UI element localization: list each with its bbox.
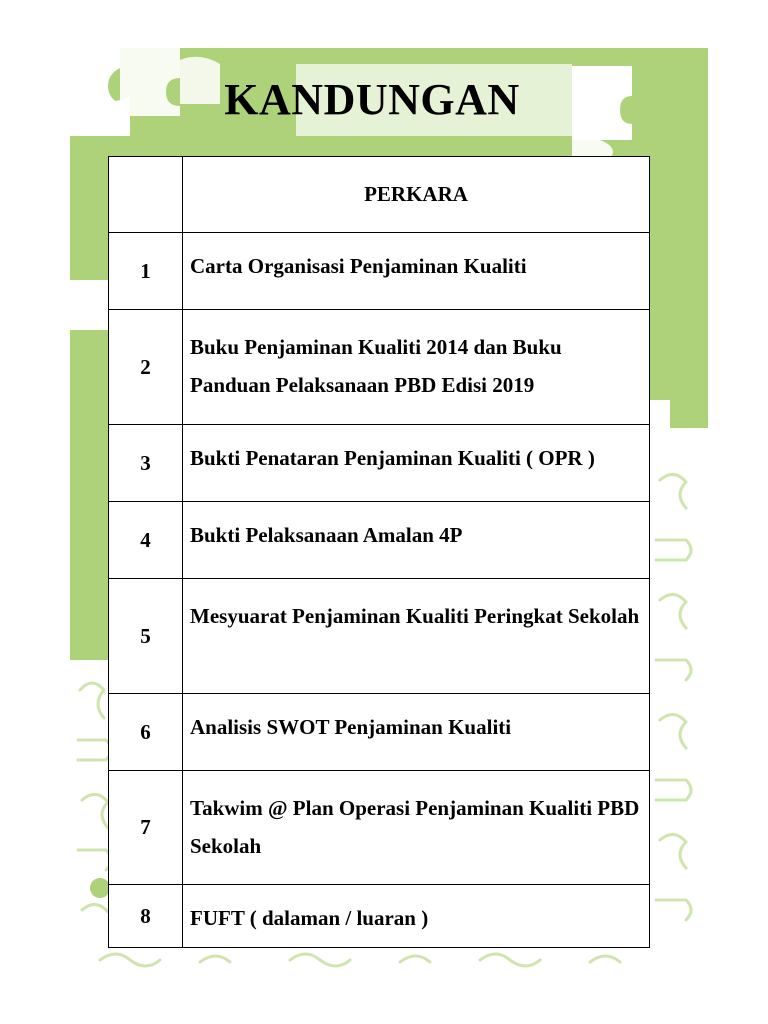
row-item: FUFT ( dalaman / luaran )	[183, 885, 650, 948]
table-row	[109, 502, 650, 579]
table-row	[109, 233, 650, 310]
page-title: KANDUNGAN	[224, 75, 520, 124]
row-number: 2	[109, 310, 183, 425]
row-item: Buku Penjaminan Kualiti 2014 dan Buku Panduan Pelaksanaan PBD Edisi 2019	[183, 310, 650, 425]
table-row	[109, 694, 650, 771]
contents-table	[108, 156, 650, 948]
row-number: 6	[109, 694, 183, 771]
row-item: Mesyuarat Penjaminan Kualiti Peringkat Sekolah	[183, 579, 650, 694]
row-number: 4	[109, 502, 183, 579]
row-item: Analisis SWOT Penjaminan Kualiti	[183, 694, 650, 771]
table-row	[109, 425, 650, 502]
row-item: Bukti Pelaksanaan Amalan 4P	[183, 502, 650, 579]
table-row	[109, 579, 650, 694]
table-row	[109, 771, 650, 885]
table-row	[109, 885, 650, 948]
row-number: 7	[109, 771, 183, 885]
row-number: 8	[109, 885, 183, 948]
header-number-cell	[109, 157, 183, 233]
row-number: 1	[109, 233, 183, 310]
row-number: 5	[109, 579, 183, 694]
header-item-cell: PERKARA	[183, 157, 650, 233]
row-item: Takwim @ Plan Operasi Penjaminan Kualiti PBD Sekolah	[183, 771, 650, 885]
table-header-row	[109, 157, 650, 233]
row-item: Bukti Penataran Penjaminan Kualiti ( OPR )	[183, 425, 650, 502]
row-item: Carta Organisasi Penjaminan Kualiti	[183, 233, 650, 310]
row-number: 3	[109, 425, 183, 502]
table-row	[109, 310, 650, 425]
